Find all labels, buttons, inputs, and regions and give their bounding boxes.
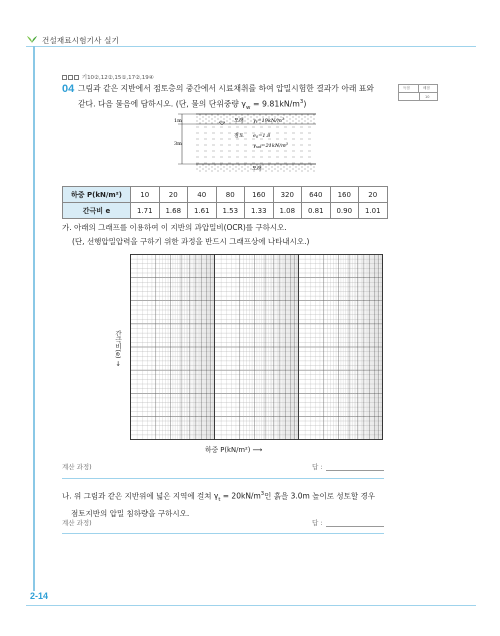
answer-line — [326, 470, 384, 471]
score-box — [398, 84, 438, 101]
soil-profile-diagram — [172, 112, 322, 174]
clay-layer — [196, 124, 316, 164]
question-line-2: 같다. 다음 물음에 답하시오. (단, 물의 단위중량 $\gamma_w = 9.81kN/m^3$) — [78, 99, 307, 112]
sand-label: 모래 — [234, 118, 244, 124]
table-cell: 1.53 — [216, 203, 245, 219]
section-divider — [62, 533, 384, 534]
footer-rule — [26, 605, 476, 606]
points-value: 10 — [425, 95, 430, 99]
semilog-graph-paper — [130, 254, 383, 440]
table-cell: 1.71 — [131, 203, 160, 219]
question-line-1: 그림과 같은 지반에서 점토층의 중간에서 시료채취를 하여 압밀시험한 결과가 아래 표와 — [78, 84, 374, 93]
exam-years-text: 기10②,12②,15①,17②,19④ — [81, 75, 154, 81]
table-cell: 40 — [188, 187, 217, 203]
table-cell: 10 — [131, 187, 160, 203]
section-divider — [62, 478, 384, 479]
table-cell: 160 — [245, 187, 274, 203]
checkbox-icon — [62, 75, 67, 80]
table-cell: 80 — [216, 187, 245, 203]
clay-thickness: 3m — [174, 141, 182, 147]
sand-unit-weight: $\gamma_t=19kN/m^3$ — [253, 117, 285, 124]
calculation-label: 계산 과정) — [62, 463, 92, 471]
table-cell: 1.68 — [159, 203, 188, 219]
void-ratio-header: 간극비 e — [63, 203, 131, 219]
table-cell: 1.61 — [188, 203, 217, 219]
table-cell: 20 — [159, 187, 188, 203]
load-header: 하중 P(kN/m²) — [63, 187, 131, 203]
subquestion-a-line-2: (단, 선행압밀압력을 구하기 위한 과정을 반드시 그래프상에 나타내시오.) — [72, 237, 310, 246]
table-cell: 320 — [273, 187, 302, 203]
subquestion-b-line-2: 점토지반의 압밀 침하량을 구하시오. — [71, 509, 190, 518]
checkbox-icon — [68, 75, 73, 80]
leaf-icon — [26, 34, 38, 44]
answer-label: 답 : — [312, 463, 323, 471]
subquestion-b-line-1: 나. 위 그림과 같은 지반위에 넓은 지역에 걸쳐 $\gamma_t = 20kN/m^3$인 흙을 3.0m 높이로 성토할 경우 — [62, 491, 375, 503]
score-label: 득점 — [403, 86, 410, 90]
page-number: 2-14 — [30, 591, 49, 601]
consolidation-table — [62, 186, 388, 219]
header-title: 건설재료시험기사 실기 — [42, 36, 120, 45]
clay-void-ratio: $e_0=1.8$ — [253, 133, 271, 139]
table-cell: 1.08 — [273, 203, 302, 219]
table-cell: 640 — [302, 187, 331, 203]
answer-line — [326, 526, 384, 527]
points-label: 배점 — [423, 86, 430, 90]
bottom-sand-label: 모래 — [252, 166, 262, 172]
x-axis-label: 하중 P(kN/m²) ⟶ — [205, 446, 263, 454]
clay-saturated-unit-weight: $\gamma_{sat}=21kN/m^3$ — [253, 142, 288, 149]
calculation-label: 계산 과정) — [62, 519, 92, 527]
answer-label: 답 : — [312, 519, 323, 527]
table-cell: 0.90 — [330, 203, 359, 219]
checkbox-icon — [74, 75, 79, 80]
header-rule — [26, 46, 476, 47]
question-number: 04 — [62, 83, 75, 95]
y-axis-label: 간극비(e) → — [114, 330, 122, 367]
table-row — [63, 187, 388, 203]
subquestion-b — [62, 488, 402, 520]
table-cell: 1.01 — [359, 203, 388, 219]
table-cell: 0.81 — [302, 203, 331, 219]
left-margin-bar — [33, 46, 35, 591]
table-cell: 1.33 — [245, 203, 274, 219]
sand-thickness: 1m — [174, 118, 182, 124]
exam-years — [62, 73, 154, 81]
table-row — [63, 203, 388, 219]
table-cell: 160 — [330, 187, 359, 203]
table-cell: 20 — [359, 187, 388, 203]
clay-label: 점토 — [234, 133, 244, 139]
subquestion-a-line-1: 가. 아래의 그래프를 이용하여 이 지반의 과압밀비(OCR)를 구하시오. — [62, 223, 287, 232]
